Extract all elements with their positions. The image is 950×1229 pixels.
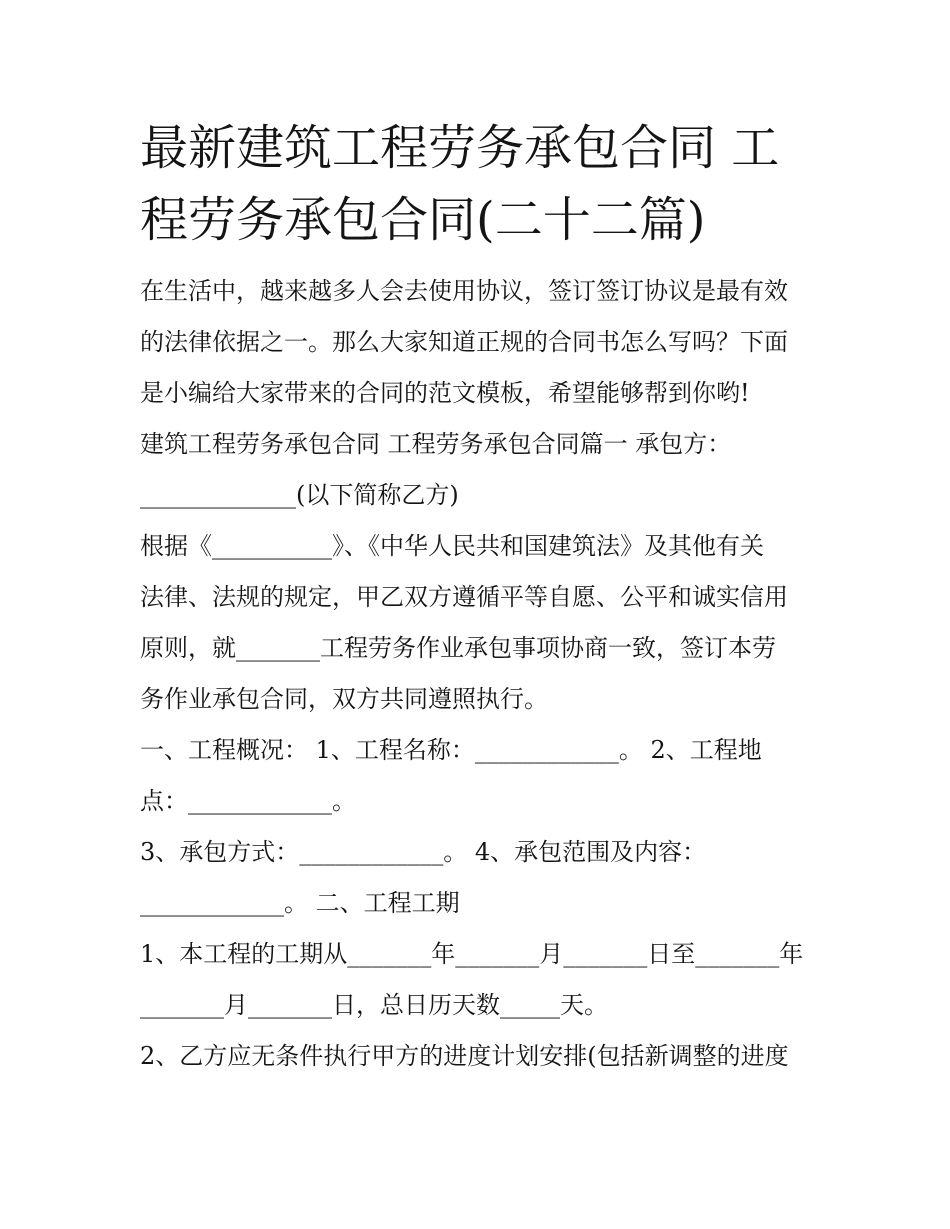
body-line: 法律、法规的规定，甲乙双方遵循平等自愿、公平和诚实信用 bbox=[140, 583, 788, 611]
body-line: 根据《__________》、《中华人民共和国建筑法》及其他有关 bbox=[140, 532, 764, 560]
body-line: 在生活中，越来越多人会去使用协议，签订签订协议是最有效 bbox=[140, 277, 788, 305]
body-line: 建筑工程劳务承包合同 工程劳务承包合同篇一 承包方： bbox=[140, 430, 732, 458]
body-line: ____________。 二、工程工期 bbox=[140, 889, 460, 917]
body-line: 原则，就_______工程劳务作业承包事项协商一致，签订本劳 bbox=[140, 634, 776, 662]
document-page bbox=[140, 112, 820, 1082]
document-title bbox=[140, 112, 820, 256]
body-line: 3、承包方式：____________。 4、承包范围及内容： bbox=[140, 838, 707, 866]
body-line: 的法律依据之一。那么大家知道正规的合同书怎么写吗？下面 bbox=[140, 328, 788, 356]
title-line: 程劳务承包合同(二十二篇) bbox=[140, 192, 706, 248]
body-line: 务作业承包合同，双方共同遵照执行。 bbox=[140, 685, 548, 713]
body-line: _____________(以下简称乙方) bbox=[140, 481, 459, 509]
document-body bbox=[140, 266, 820, 1082]
body-line: 1、本工程的工期从_______年_______月_______日至_______年 bbox=[140, 940, 804, 968]
body-line: 一、工程概况： 1、工程名称：____________。 2、工程地 bbox=[140, 736, 762, 764]
title-line: 最新建筑工程劳务承包合同 工 bbox=[140, 120, 780, 176]
body-line: 2、乙方应无条件执行甲方的进度计划安排(包括新调整的进度 bbox=[140, 1042, 789, 1070]
body-line: 点：____________。 bbox=[140, 787, 356, 815]
body-line: _______月_______日，总日历天数_____天。 bbox=[140, 991, 608, 1019]
body-line: 是小编给大家带来的合同的范文模板，希望能够帮到你哟! bbox=[140, 379, 750, 407]
